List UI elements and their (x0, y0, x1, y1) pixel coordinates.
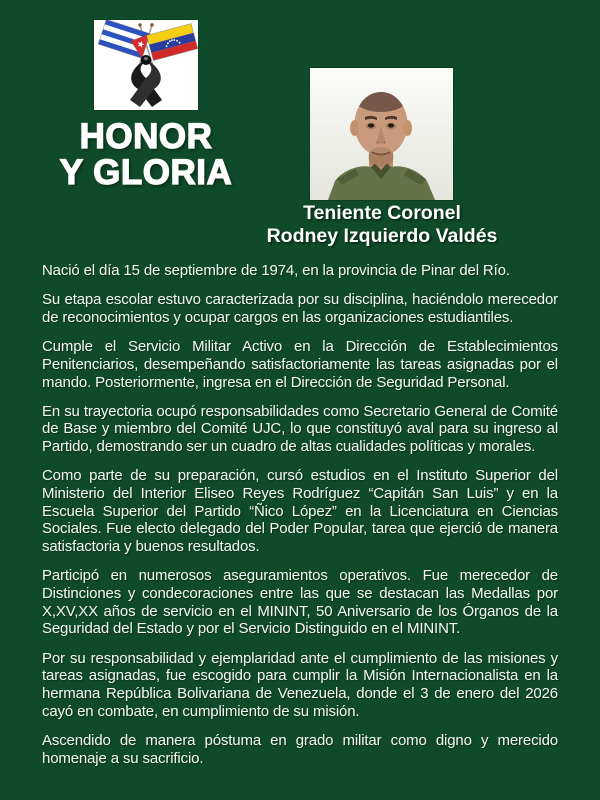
bio-paragraph: Cumple el Servicio Militar Activo en la Dirección de Establecimientos Penitenciarios, desempeñando satisfactoriamente las tareas asignadas por el mando. Posteriormente, ingresa en el Dirección de Seguridad Personal. (42, 338, 558, 391)
flags-emblem-box (94, 20, 198, 110)
bio-paragraph: Por su responsabilidad y ejemplaridad ante el cumplimiento de las misiones y tareas asignadas, fue escogido para cumplir la Misión Internacionalista en la hermana República Bolivariana de Venezuela, donde el 3 de enero del 2026 cayó en combate, en cumplimiento de su misión. (42, 649, 558, 720)
title-line-2: Y GLORIA (59, 153, 233, 192)
bio-paragraph: Como parte de su preparación, cursó estudios en el Instituto Superior del Ministerio del Interior Eliseo Reyes Rodríguez “Capitán San Luis” y en la Escuela Superior del Partido “Ñico López” en la Licenciatura en Ciencias Sociales. Fue electo delegado del Poder Popular, tarea que ejerció de manera satisfactoria y buenos resultados. (42, 467, 558, 556)
crossed-flags-mourning-ribbon-icon (94, 20, 198, 110)
portrait-photo (310, 68, 453, 200)
officer-rank: Teniente Coronel (303, 202, 461, 224)
cuban-flag (98, 20, 150, 58)
officer-name: Rodney Izquierdo Valdés (266, 225, 498, 247)
bio-paragraph: En su trayectoria ocupó responsabilidades como Secretario General de Comité de Base y miembro del Comité UJC, lo que constituyó aval para su ingreso al Partido, demostrando ser un cuadro de altas cualidades políticas y morales. (42, 402, 558, 456)
flagpole-finial (150, 23, 153, 26)
bio-paragraph: Participó en numerosos aseguramientos operativos. Fue merecedor de Distinciones y condecoraciones entre las que se destacan las Medallas por X,XV,XX años de servicio en el MININT, 50 Aniversario de los Órganos de la Seguridad del Estado y por el Servicio Distinguido en el MININT. (42, 567, 558, 638)
title-line-1: HONOR (79, 117, 213, 156)
biography-text (42, 262, 558, 779)
bio-paragraph: Ascendido de manera póstuma en grado militar como digno y merecido homenaje a su sacrificio. (42, 731, 558, 767)
portrait-photo-image (310, 68, 453, 200)
bio-paragraph: Nació el día 15 de septiembre de 1974, en la provincia de Pinar del Río. (42, 262, 510, 279)
bio-paragraph: Su etapa escolar estuvo caracterizada por su disciplina, haciéndolo merecedor de reconocimientos y ocupar cargos en las organizaciones estudiantiles. (42, 291, 558, 326)
venezuelan-flag (147, 24, 198, 61)
flagpole-finial (138, 23, 141, 26)
officer-caption (262, 202, 502, 248)
mourning-ribbon-icon (130, 55, 162, 107)
page-title (0, 119, 292, 191)
